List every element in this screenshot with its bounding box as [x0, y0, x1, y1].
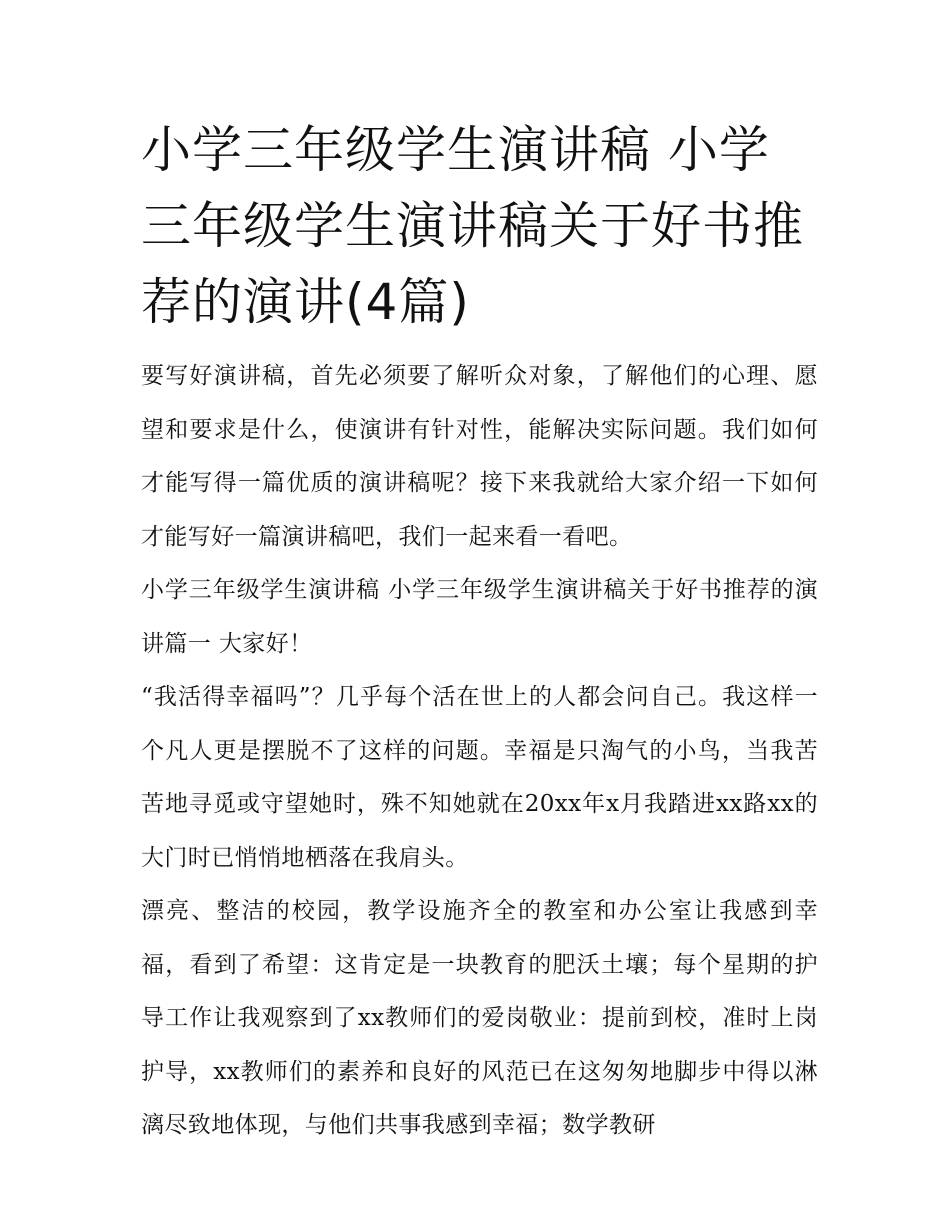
- paragraph-heading: 小学三年级学生演讲稿 小学三年级学生演讲稿关于好书推荐的演讲篇一 大家好！: [141, 577, 818, 657]
- document-body: [141, 350, 818, 1153]
- document-title: 小学三年级学生演讲稿 小学三年级学生演讲稿关于好书推荐的演讲(4篇): [141, 121, 804, 331]
- paragraph-campus: 漂亮、整洁的校园，教学设施齐全的教室和办公室让我感到幸福，看到了希望：这肯定是一块教育的肥沃土壤；每个星期的护导工作让我观察到了xx教师们的爱岗敬业：提前到校，准时上岗护导，xx教师们的素养和良好的风范已在这匆匆地脚步中得以淋漓尽致地体现，与他们共事我感到幸福；数学教研: [141, 898, 818, 1138]
- paragraph-happiness: “我活得幸福吗”？几乎每个活在世上的人都会问自己。我这样一个凡人更是摆脱不了这样的问题。幸福是只淘气的小鸟，当我苦苦地寻觅或守望她时，殊不知她就在20xx年x月我踏进xx路xx的大门时已悄悄地栖落在我肩头。: [141, 684, 818, 871]
- paragraph-intro: 要写好演讲稿，首先必须要了解听众对象，了解他们的心理、愿望和要求是什么，使演讲有针对性，能解决实际问题。我们如何才能写得一篇优质的演讲稿呢？接下来我就给大家介绍一下如何才能写好一篇演讲稿吧，我们一起来看一看吧。: [141, 363, 818, 550]
